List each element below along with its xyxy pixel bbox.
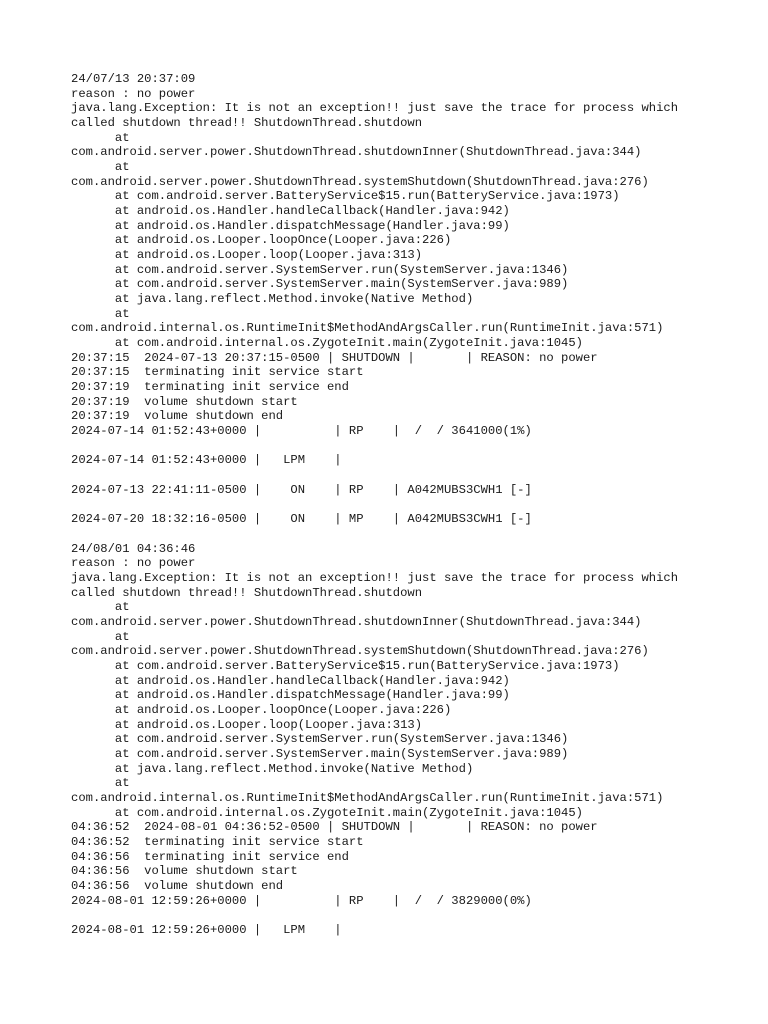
- log-line: at android.os.Looper.loop(Looper.java:313): [71, 717, 423, 732]
- log-line: at com.android.server.SystemServer.run(SystemServer.java:1346): [71, 262, 569, 277]
- log-line: java.lang.Exception: It is not an exception!! just save the trace for process which: [71, 101, 679, 116]
- log-line: at android.os.Handler.handleCallback(Handler.java:942): [71, 204, 510, 219]
- log-line: at: [71, 629, 130, 644]
- log-line: 20:37:15 terminating init service start: [71, 365, 364, 380]
- log-line: at android.os.Looper.loop(Looper.java:313): [71, 248, 423, 263]
- log-line: reason : no power: [71, 86, 196, 101]
- log-line: at: [71, 600, 130, 615]
- log-line: [71, 439, 731, 454]
- log-line: [71, 468, 731, 483]
- log-line: at com.android.server.SystemServer.main(SystemServer.java:989): [71, 746, 569, 761]
- log-line: [71, 527, 731, 542]
- log-line: called shutdown thread!! ShutdownThread.shutdown: [71, 116, 423, 131]
- log-line: com.android.internal.os.RuntimeInit$MethodAndArgsCaller.run(RuntimeInit.java:571): [71, 790, 664, 805]
- log-line: 2024-07-14 01:52:43+0000 | | RP | / / 3641000(1%): [71, 424, 532, 439]
- log-text-block: [71, 72, 731, 938]
- log-line: com.android.server.power.ShutdownThread.shutdownInner(ShutdownThread.java:344): [71, 614, 642, 629]
- log-line: reason : no power: [71, 556, 196, 571]
- log-line: at com.android.internal.os.ZygoteInit.main(ZygoteInit.java:1045): [71, 336, 583, 351]
- log-line: at com.android.internal.os.ZygoteInit.main(ZygoteInit.java:1045): [71, 805, 583, 820]
- log-line: 04:36:56 volume shutdown start: [71, 864, 298, 879]
- log-line: at android.os.Looper.loopOnce(Looper.java:226): [71, 702, 452, 717]
- log-line: at com.android.server.SystemServer.main(SystemServer.java:989): [71, 277, 569, 292]
- log-line: at com.android.server.SystemServer.run(SystemServer.java:1346): [71, 732, 569, 747]
- log-line: 20:37:19 volume shutdown start: [71, 394, 298, 409]
- log-line: at: [71, 160, 130, 175]
- log-line: at: [71, 306, 130, 321]
- log-line: at: [71, 130, 130, 145]
- log-line: called shutdown thread!! ShutdownThread.shutdown: [71, 585, 423, 600]
- log-line: com.android.server.power.ShutdownThread.systemShutdown(ShutdownThread.java:276): [71, 644, 649, 659]
- log-line: at android.os.Handler.dispatchMessage(Handler.java:99): [71, 688, 510, 703]
- log-line: at com.android.server.BatteryService$15.run(BatteryService.java:1973): [71, 658, 620, 673]
- log-line: 24/07/13 20:37:09: [71, 72, 196, 86]
- log-line: [71, 497, 731, 512]
- log-line: at android.os.Handler.dispatchMessage(Handler.java:99): [71, 218, 510, 233]
- log-line: com.android.server.power.ShutdownThread.shutdownInner(ShutdownThread.java:344): [71, 145, 642, 160]
- log-line: 2024-07-14 01:52:43+0000 | LPM |: [71, 453, 342, 468]
- log-line: com.android.server.power.ShutdownThread.systemShutdown(ShutdownThread.java:276): [71, 174, 649, 189]
- log-line: at java.lang.reflect.Method.invoke(Native Method): [71, 761, 474, 776]
- log-line: 20:37:19 terminating init service end: [71, 380, 349, 395]
- log-line: com.android.internal.os.RuntimeInit$MethodAndArgsCaller.run(RuntimeInit.java:571): [71, 321, 664, 336]
- log-line: 20:37:15 2024-07-13 20:37:15-0500 | SHUTDOWN | | REASON: no power: [71, 350, 598, 365]
- log-line: 04:36:56 terminating init service end: [71, 849, 349, 864]
- log-line: 20:37:19 volume shutdown end: [71, 409, 284, 424]
- log-line: 24/08/01 04:36:46: [71, 541, 196, 556]
- log-line: 04:36:52 terminating init service start: [71, 834, 364, 849]
- log-line: 2024-07-13 22:41:11-0500 | ON | RP | A042MUBS3CWH1 [-]: [71, 482, 532, 497]
- log-line: java.lang.Exception: It is not an exception!! just save the trace for process which: [71, 570, 679, 585]
- log-line: 04:36:52 2024-08-01 04:36:52-0500 | SHUTDOWN | | REASON: no power: [71, 820, 598, 835]
- log-line: at: [71, 776, 130, 791]
- log-line: 2024-08-01 12:59:26+0000 | LPM |: [71, 922, 342, 937]
- log-line: [71, 908, 731, 923]
- log-line: at com.android.server.BatteryService$15.run(BatteryService.java:1973): [71, 189, 620, 204]
- log-line: 04:36:56 volume shutdown end: [71, 878, 284, 893]
- log-line: 2024-08-01 12:59:26+0000 | | RP | / / 3829000(0%): [71, 893, 532, 908]
- log-line: at java.lang.reflect.Method.invoke(Native Method): [71, 292, 474, 307]
- log-line: at android.os.Handler.handleCallback(Handler.java:942): [71, 673, 510, 688]
- log-line: 2024-07-20 18:32:16-0500 | ON | MP | A042MUBS3CWH1 [-]: [71, 512, 532, 527]
- log-line: at android.os.Looper.loopOnce(Looper.java:226): [71, 233, 452, 248]
